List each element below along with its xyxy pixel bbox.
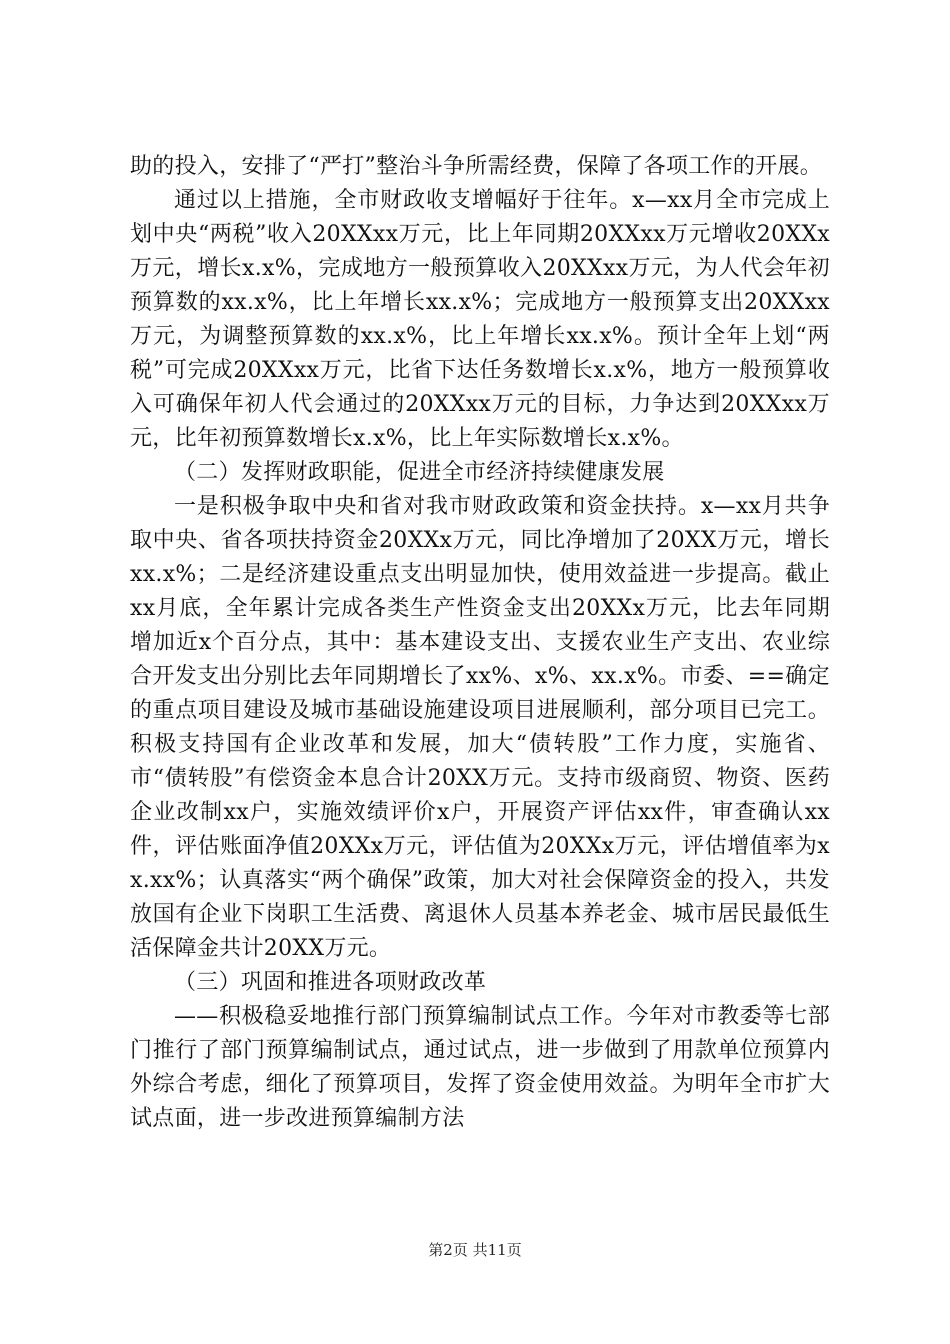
paragraph-revenue-summary: 通过以上措施，全市财政收支增幅好于往年。x—xx月全市完成上划中央“两税”收入20XXxx万元，比上年同期20XXxx万元增收20XXx万元，增长x.x%，完成地方一般预算收入20XXxx万元，为人代会年初预算数的xx.x%，比上年增长xx.x%；完成地方一般预算支出20XXxx万元，为调整预算数的xx.x%，比上年增长xx.x%。预计全年上划“两税”可完成20XXxx万元，比省下达任务数增长x.x%，地方一般预算收入可确保年初人代会通过的20XXxx万元的目标，力争达到20XXxx万元，比年初预算数增长x.x%，比上年实际数增长x.x%。 bbox=[130, 188, 830, 451]
paragraph-economic-support: 一是积极争取中央和省对我市财政政策和资金扶持。x—xx月共争取中央、省各项扶持资金20XXx万元，同比净增加了20XX万元，增长xx.x%；二是经济建设重点支出明显加快，使用效益进一步提高。截止xx月底，全年累计完成各类生产性资金支出20XXx万元，比去年同期增加近x个百分点，其中：基本建设支出、支援农业生产支出、农业综合开发支出分别比去年同期增长了xx%、x%、xx.x%。市委、==确定的重点项目建设及城市基础设施建设项目进展顺利，部分项目已完工。积极支持国有企业改革和发展，加大“债转股”工作力度，实施省、市“债转股”有偿资金本息合计20XX万元。支持市级商贸、物资、医药企业改制xx户，实施效绩评价x户，开展资产评估xx件，审查确认xx件，评估账面净值20XXx万元，评估值为20XXx万元，评估增值率为xx.xx%；认真落实“两个确保”政策，加大对社会保障资金的投入，共发放国有企业下岗职工生活费、离退休人员基本养老金、城市居民最低生活保障金共计20XX万元。 bbox=[130, 494, 830, 961]
paragraph-intro-continuation: 助的投入，安排了“严打”整治斗争所需经费，保障了各项工作的开展。 bbox=[130, 154, 823, 179]
document-body bbox=[130, 150, 830, 1136]
section-heading-3: （三）巩固和推进各项财政改革 bbox=[174, 970, 487, 995]
section-heading-2: （二）发挥财政职能，促进全市经济持续健康发展 bbox=[174, 460, 665, 485]
page-number-footer: 第2页 共11页 bbox=[428, 1241, 522, 1259]
paragraph-budget-reform: ——积极稳妥地推行部门预算编制试点工作。今年对市教委等七部门推行了部门预算编制试点，通过试点，进一步做到了用款单位预算内外综合考虑，细化了预算项目，发挥了资金使用效益。为明年全市扩大试点面，进一步改进预算编制方法 bbox=[130, 1004, 830, 1131]
